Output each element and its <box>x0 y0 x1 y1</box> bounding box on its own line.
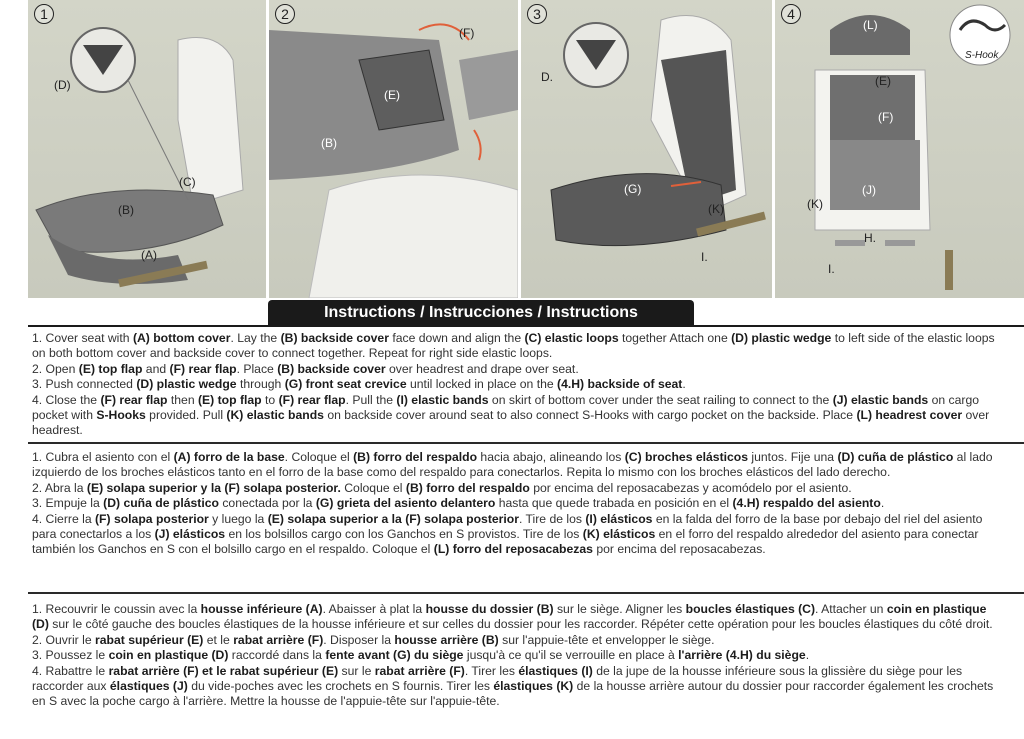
french-step-3: 3. Poussez le coin en plastique (D) raccordé dans la fente avant (G) du siège jusqu'à ce qu'il se verrouille en place à l'arrière (4.H) du siège. <box>32 648 810 663</box>
label-g: (G) <box>624 182 642 196</box>
label-b: (B) <box>118 203 134 217</box>
spanish-instructions <box>32 450 1000 558</box>
french-instructions <box>32 602 1000 710</box>
seat-diagram-2 <box>269 0 518 298</box>
label-d: (D) <box>54 78 71 92</box>
label-k: (K) <box>807 197 823 211</box>
instructions-title: Instructions / Instrucciones / Instructions <box>268 300 694 326</box>
label-e: (E) <box>875 74 891 88</box>
english-step-2: 2. Open (E) top flap and (F) rear flap. Place (B) backside cover over headrest and drape over seat. <box>32 361 579 376</box>
english-step-1: 1. Cover seat with (A) bottom cover. Lay the (B) backside cover face down and align the (C) elastic loops together Attach one (D) plastic wedge to left side of the elastic loops on both bottom cover and backside cover to connect together. Repeat for right side elastic loops. <box>32 331 995 361</box>
spanish-step-4: 4. Cierre la (F) solapa posterior y luego la (E) solapa superior a la (F) solapa posterior. Tire de los (I) elásticos en la falda del forro de la base por debajo del riel del asiento para conectarlos a los (J) elásticos en los bolsillos cargo con los Ganchos en S provistos. Tire de los (K) elásticos en el forro del respaldo alrededor del asiento para conectar también los Ganchos en S con el bolsillo cargo en el respaldo. Coloque el (L) forro del reposacabezas por encima del reposacabezas. <box>32 511 983 557</box>
seat-diagram-3 <box>521 0 772 298</box>
label-h: H. <box>864 231 876 245</box>
step-3-number: 3 <box>527 4 547 24</box>
english-instructions <box>32 331 1000 439</box>
label-c: (C) <box>179 175 196 189</box>
separator-2 <box>28 592 1024 594</box>
separator-1 <box>28 442 1024 444</box>
label-f: (F) <box>459 26 475 40</box>
label-a: (A) <box>141 248 157 262</box>
english-step-4: 4. Close the (F) rear flap then (E) top flap to (F) rear flap. Pull the (I) elastic bands on skirt of bottom cover under the seat railing to connect to the (J) elastic bands on cargo pocket with S-Hooks provided. Pull (K) elastic bands on backside cover around seat to also connect S-Hooks with cargo pocket on the backside. Place (L) headrest cover over headrest. <box>32 392 990 438</box>
step-4-number: 4 <box>781 4 801 24</box>
s-hook-label: S-Hook <box>965 50 999 61</box>
step-1-number: 1 <box>34 4 54 24</box>
french-step-4: 4. Rabattre le rabat arrière (F) et le rabat supérieur (E) sur le rabat arrière (F). Tirer les élastiques (I) de la jupe de la housse inférieure sous la glissière du siège pour les raccorder aux élastiques (J) du vide-poches avec les crochets en S fournis. Tirer les élastiques (K) de la housse arrière autour du dossier pour raccorder également les crochets en S avec la poche cargo à l'arrière. Mettre la housse de l'appuie-tête sur l'appuie-tête. <box>32 663 994 709</box>
label-l: (L) <box>863 18 878 32</box>
illustration-panels <box>28 0 1024 300</box>
title-underline <box>28 325 1024 327</box>
label-e: (E) <box>384 88 400 102</box>
step-2-number: 2 <box>275 4 295 24</box>
spanish-step-1: 1. Cubra el asiento con el (A) forro de la base. Coloque el (B) forro del respaldo hacia abajo, alineando los (C) broches elásticos juntos. Fije una (D) cuña de plástico al lado izquierdo de los broches elásticos tanto en el forro de la base como del respaldo para conectarlos. Repita lo mismo con los broches elásticos del lado derecho. <box>32 450 993 480</box>
label-i: I. <box>828 262 835 276</box>
french-step-1: 1. Recouvrir le coussin avec la housse inférieure (A). Abaisser à plat la housse du dossier (B) sur le siège. Aligner les boucles élastiques (C). Attacher un coin en plastique (D) sur le côté gauche des boucles élastiques de la housse inférieure et sur celles du dossier pour les raccorder. Répéter cette opération pour les boucles élastiques du côté droit. <box>32 602 993 632</box>
step-2-illustration <box>269 0 521 298</box>
step-3-illustration <box>521 0 775 298</box>
label-f: (F) <box>878 110 894 124</box>
step-1-illustration <box>28 0 269 298</box>
spanish-step-2: 2. Abra la (E) solapa superior y la (F) solapa posterior. Coloque el (B) forro del respaldo por encima del reposacabezas y acomódelo por el asiento. <box>32 480 852 495</box>
label-i: I. <box>701 250 708 264</box>
seat-diagram-4 <box>775 0 1024 298</box>
label-j: (J) <box>862 183 876 197</box>
instruction-sheet <box>28 0 1024 739</box>
label-d: D. <box>541 70 553 84</box>
label-k: (K) <box>708 202 724 216</box>
french-step-2: 2. Ouvrir le rabat supérieur (E) et le rabat arrière (F). Disposer la housse arrière (B) sur l'appuie-tête et envelopper le siège. <box>32 632 715 647</box>
label-b: (B) <box>321 136 337 150</box>
english-step-3: 3. Push connected (D) plastic wedge through (G) front seat crevice until locked in place on the (4.H) backside of seat. <box>32 377 686 392</box>
spanish-step-3: 3. Empuje la (D) cuña de plástico conectada por la (G) grieta del asiento delantero hasta que quede trabada en posición en el (4.H) respaldo del asiento. <box>32 496 885 511</box>
step-4-illustration <box>775 0 1024 298</box>
